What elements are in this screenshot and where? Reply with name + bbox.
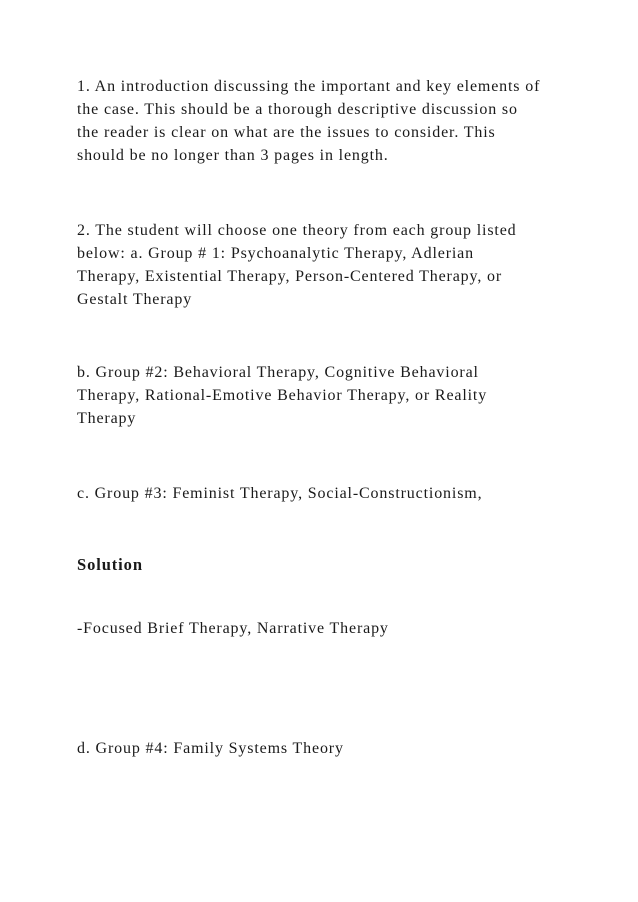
text-line: below: a. Group # 1: Psychoanalytic Therapy, Adlerian <box>77 245 474 262</box>
paragraph-group-4 <box>77 737 344 760</box>
text-line: Therapy <box>77 410 137 427</box>
paragraph-group-3 <box>77 482 482 505</box>
text-line: Therapy, Rational-Emotive Behavior Therapy, or Reality <box>77 387 488 404</box>
solution-heading: Solution <box>77 555 143 574</box>
paragraph-theory-choice <box>77 219 517 311</box>
text-line: c. Group #3: Feminist Therapy, Social-Constructionism, <box>77 485 483 502</box>
text-line: 1. An introduction discussing the important and key elements of <box>77 78 541 95</box>
text-line: the case. This should be a thorough descriptive discussion so <box>77 101 518 118</box>
paragraph-group-2 <box>77 361 487 430</box>
text-line: Gestalt Therapy <box>77 291 193 308</box>
text-line: b. Group #2: Behavioral Therapy, Cognitive Behavioral <box>77 364 479 381</box>
text-line: should be no longer than 3 pages in length. <box>77 147 389 164</box>
text-line: -Focused Brief Therapy, Narrative Therapy <box>77 620 389 637</box>
paragraph-introduction <box>77 75 540 167</box>
text-line: d. Group #4: Family Systems Theory <box>77 740 344 757</box>
paragraph-group-3-continued <box>77 617 389 640</box>
text-line: the reader is clear on what are the issues to consider. This <box>77 124 496 141</box>
text-line: 2. The student will choose one theory from each group listed <box>77 222 517 239</box>
text-line: Therapy, Existential Therapy, Person-Centered Therapy, or <box>77 268 503 285</box>
